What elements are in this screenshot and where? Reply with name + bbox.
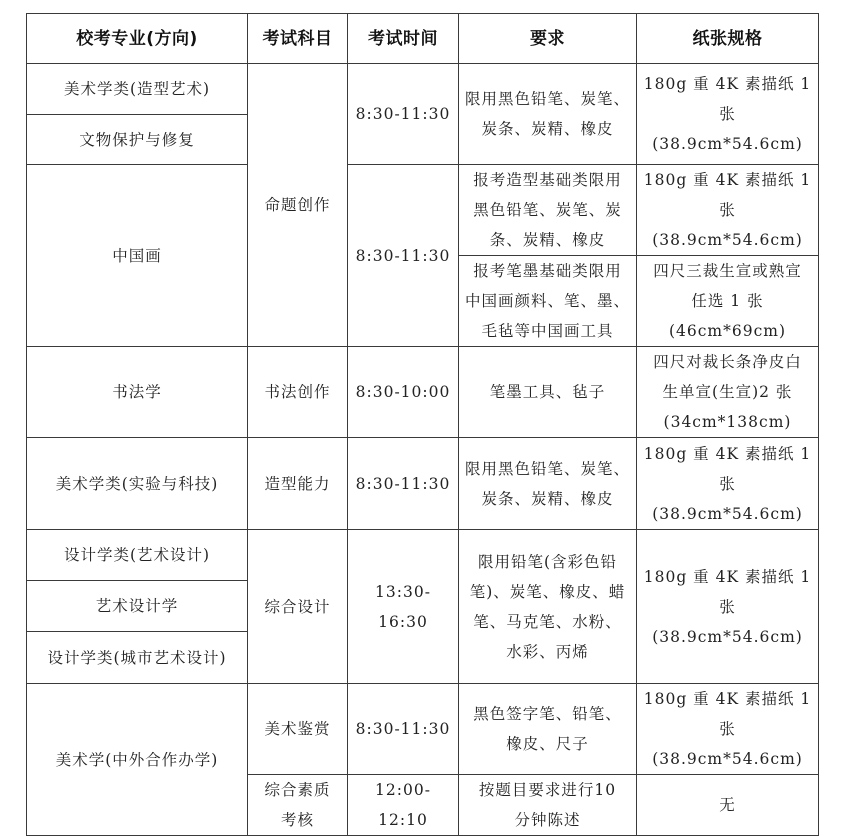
cell-requirement: 限用铅笔(含彩色铅 笔)、炭笔、橡皮、蜡 笔、马克笔、水粉、 水彩、丙烯	[459, 530, 637, 684]
exam-schedule-table	[26, 13, 819, 836]
cell-requirement: 按题目要求进行10 分钟陈述	[459, 775, 637, 836]
cell-subject: 书法创作	[248, 347, 348, 438]
cell-major: 美术学(中外合作办学)	[27, 684, 248, 836]
cell-subject: 美术鉴赏	[248, 684, 348, 775]
cell-major: 美术学类(造型艺术)	[27, 64, 248, 115]
cell-time: 8:30-10:00	[348, 347, 459, 438]
exam-schedule	[26, 13, 819, 836]
cell-subject: 命题创作	[248, 64, 348, 347]
cell-requirement: 限用黑色铅笔、炭笔、 炭条、炭精、橡皮	[459, 64, 637, 165]
table-row	[27, 438, 819, 530]
cell-requirement: 限用黑色铅笔、炭笔、 炭条、炭精、橡皮	[459, 438, 637, 530]
cell-major: 美术学类(实验与科技)	[27, 438, 248, 530]
table-header-row	[27, 14, 819, 64]
cell-time: 8:30-11:30	[348, 684, 459, 775]
table-row	[27, 64, 819, 115]
table-row	[27, 165, 819, 256]
cell-subject: 综合素质 考核	[248, 775, 348, 836]
cell-major: 设计学类(艺术设计)	[27, 530, 248, 581]
cell-paper: 180g 重 4K 素描纸 1 张 (38.9cm*54.6cm)	[637, 530, 819, 684]
cell-time: 13:30-16:30	[348, 530, 459, 684]
header-time: 考试时间	[348, 14, 459, 64]
cell-paper: 无	[637, 775, 819, 836]
cell-time: 8:30-11:30	[348, 165, 459, 347]
cell-requirement: 报考造型基础类限用 黑色铅笔、炭笔、炭 条、炭精、橡皮	[459, 165, 637, 256]
cell-paper: 四尺对裁长条净皮白 生单宣(生宣)2 张 (34cm*138cm)	[637, 347, 819, 438]
cell-major: 艺术设计学	[27, 581, 248, 632]
cell-requirement: 报考笔墨基础类限用 中国画颜料、笔、墨、 毛毡等中国画工具	[459, 256, 637, 347]
cell-paper: 180g 重 4K 素描纸 1 张 (38.9cm*54.6cm)	[637, 165, 819, 256]
table-row	[27, 530, 819, 581]
cell-paper: 180g 重 4K 素描纸 1 张 (38.9cm*54.6cm)	[637, 438, 819, 530]
cell-time: 8:30-11:30	[348, 64, 459, 165]
cell-subject: 造型能力	[248, 438, 348, 530]
table-row	[27, 684, 819, 775]
cell-major: 书法学	[27, 347, 248, 438]
cell-paper: 180g 重 4K 素描纸 1 张 (38.9cm*54.6cm)	[637, 64, 819, 165]
header-subject: 考试科目	[248, 14, 348, 64]
cell-requirement: 黑色签字笔、铅笔、 橡皮、尺子	[459, 684, 637, 775]
cell-paper: 四尺三裁生宣或熟宣 任选 1 张 (46cm*69cm)	[637, 256, 819, 347]
cell-time: 12:00-12:10	[348, 775, 459, 836]
header-paper: 纸张规格	[637, 14, 819, 64]
cell-major: 文物保护与修复	[27, 115, 248, 165]
cell-subject: 综合设计	[248, 530, 348, 684]
table-row	[27, 347, 819, 438]
cell-major: 设计学类(城市艺术设计)	[27, 632, 248, 684]
header-requirement: 要求	[459, 14, 637, 64]
cell-major: 中国画	[27, 165, 248, 347]
header-major: 校考专业(方向)	[27, 14, 248, 64]
cell-requirement: 笔墨工具、毡子	[459, 347, 637, 438]
cell-paper: 180g 重 4K 素描纸 1 张 (38.9cm*54.6cm)	[637, 684, 819, 775]
cell-time: 8:30-11:30	[348, 438, 459, 530]
